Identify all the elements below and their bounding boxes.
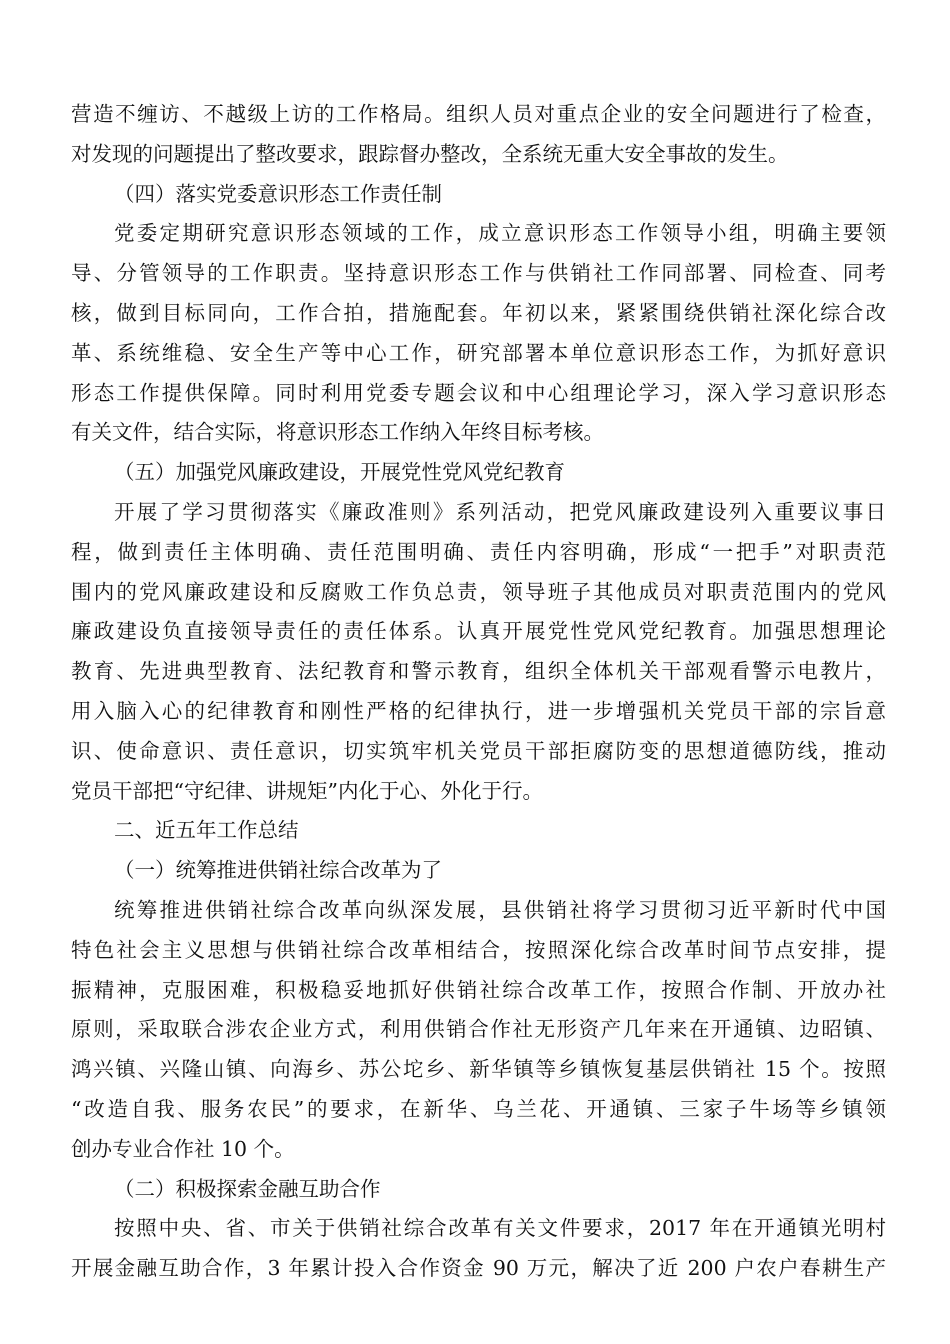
text-line: 围内的党风廉政建设和反腐败工作负总责，领导班子其他成员对职责范围内的党风	[71, 579, 886, 604]
text-line: 廉政建设负直接领导责任的责任体系。认真开展党性党风党纪教育。加强思想理论	[71, 619, 886, 644]
text-line: 二、近五年工作总结	[114, 818, 299, 843]
text-line: 党委定期研究意识形态领域的工作，成立意识形态工作领导小组，明确主要领	[114, 221, 886, 246]
text-line: 创办专业合作社 10 个。	[71, 1136, 295, 1161]
text-line: “改造自我、服务农民”的要求，在新华、乌兰花、开通镇、三家子牛场等乡镇领	[71, 1096, 886, 1121]
text-line: 统筹推进供销社综合改革向纵深发展，县供销社将学习贯彻习近平新时代中国	[114, 897, 886, 922]
text-line: 特色社会主义思想与供销社综合改革相结合，按照深化综合改革时间节点安排，提	[71, 937, 886, 962]
text-line: （二）积极探索金融互助合作	[114, 1176, 381, 1201]
text-line: 识、使命意识、责任意识，切实筑牢机关党员干部拒腐防变的思想道德防线，推动	[71, 738, 886, 763]
text-line: 开展了学习贯彻落实《廉政准则》系列活动，把党风廉政建设列入重要议事日	[114, 499, 886, 524]
text-line: 导、分管领导的工作职责。坚持意识形态工作与供销社工作同部署、同检查、同考	[71, 261, 886, 286]
text-line: （五）加强党风廉政建设，开展党性党风党纪教育	[114, 460, 565, 485]
document-page	[71, 95, 886, 1289]
text-line: （一）统筹推进供销社综合改革为了	[114, 858, 442, 883]
text-line: 用入脑入心的纪律教育和刚性严格的纪律执行，进一步增强机关党员干部的宗旨意	[71, 698, 886, 723]
text-line: 按照中央、省、市关于供销社综合改革有关文件要求，2017 年在开通镇光明村	[114, 1216, 886, 1241]
text-line: 革、系统维稳、安全生产等中心工作，研究部署本单位意识形态工作，为抓好意识	[71, 340, 886, 365]
text-line: 核，做到目标同向，工作合拍，措施配套。年初以来，紧紧围绕供销社深化综合改	[71, 300, 886, 325]
text-line: 原则，采取联合涉农企业方式，利用供销合作社无形资产几年来在开通镇、边昭镇、	[71, 1017, 886, 1042]
text-line: 程，做到责任主体明确、责任范围明确、责任内容明确，形成“一把手”对职责范	[71, 539, 886, 564]
text-line: 对发现的问题提出了整改要求，跟踪督办整改，全系统无重大安全事故的发生。	[71, 141, 789, 166]
text-line: 营造不缠访、不越级上访的工作格局。组织人员对重点企业的安全问题进行了检查，	[71, 102, 886, 126]
text-line: 党员干部把“守纪律、讲规矩”内化于心、外化于行。	[71, 778, 543, 803]
text-line: 鸿兴镇、兴隆山镇、向海乡、苏公坨乡、新华镇等乡镇恢复基层供销社 15 个。按照	[71, 1057, 886, 1082]
text-line: 开展金融互助合作，3 年累计投入合作资金 90 万元，解决了近 200 户农户春耕生产	[71, 1256, 886, 1281]
text-line: （四）落实党委意识形态工作责任制	[114, 181, 442, 206]
text-line: 有关文件，结合实际，将意识形态工作纳入年终目标考核。	[71, 420, 604, 445]
text-line: 形态工作提供保障。同时利用党委专题会议和中心组理论学习，深入学习意识形态	[71, 380, 886, 405]
text-line: 振精神，克服困难，积极稳妥地抓好供销社综合改革工作，按照合作制、开放办社	[71, 977, 886, 1002]
text-line: 教育、先进典型教育、法纪教育和警示教育，组织全体机关干部观看警示电教片，	[71, 659, 886, 684]
